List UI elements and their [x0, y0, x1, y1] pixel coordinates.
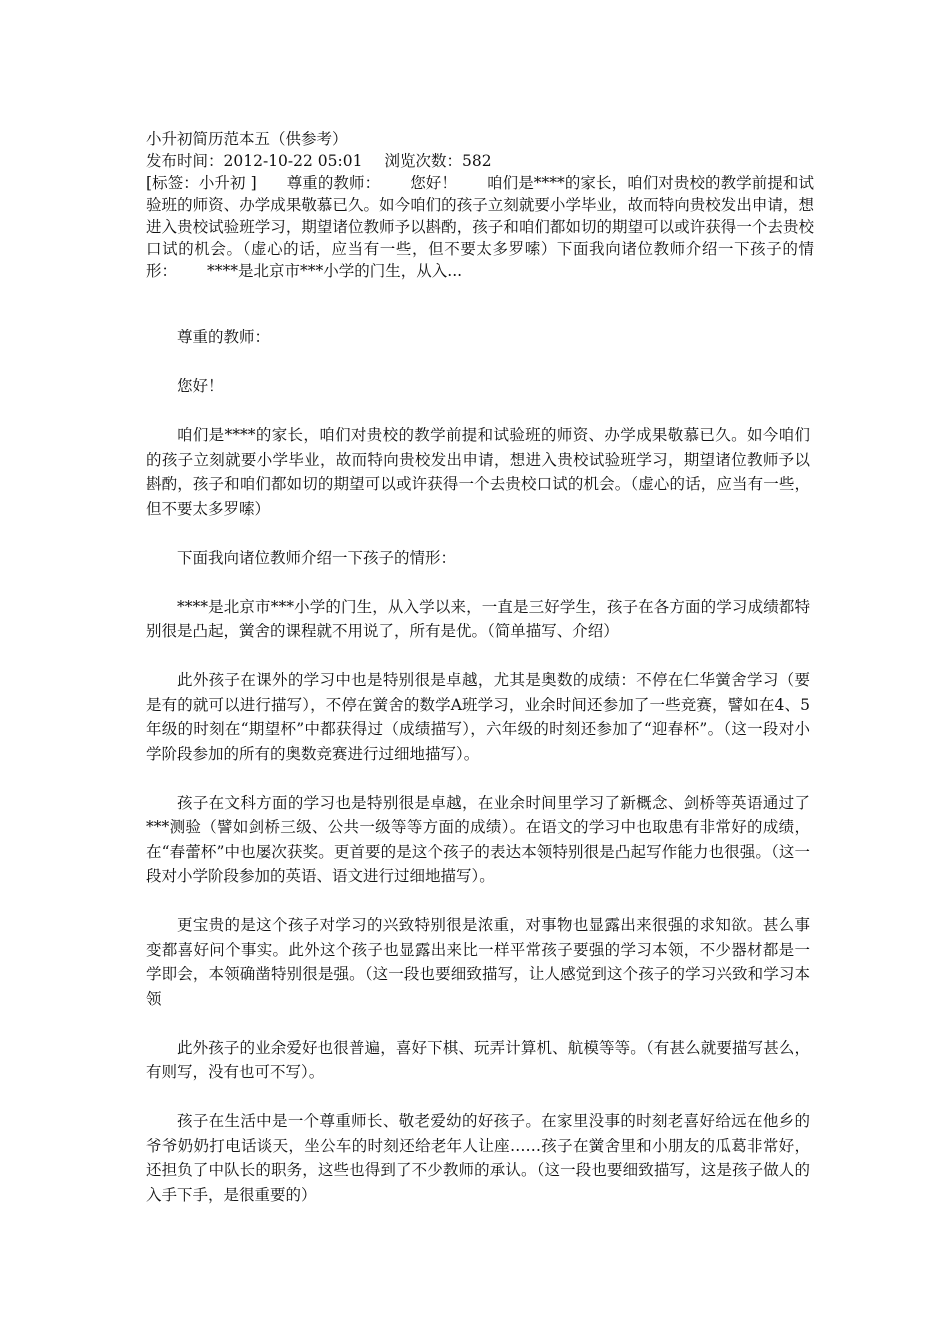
letter-paragraph: 此外孩子在课外的学习中也是特别很是卓越，尤其是奥数的成绩：不停在仁华黉舍学习（要是有的就可以进行描写），不停在黉舍的数学A班学习，业余时间还参加了一些竞赛，譬如在4、5年级的时刻在“期望杯”中都获得过（成绩描写），六年级的时刻还参加了“迎春杯”。（这一段对小学阶段参加的所有的奥数竞赛进行过细地描写）。 — [146, 671, 810, 763]
letter-paragraph: 下面我向诸位教师介绍一下孩子的情形： — [177, 548, 457, 567]
letter-paragraph: 孩子在生活中是一个尊重师长、敬老爱幼的好孩子。在家里没事的时刻老喜好给远在他乡的爷爷奶奶打电话谈天，坐公车的时刻还给老年人让座……孩子在黉舍里和小朋友的瓜葛非常好，还担负了中队长的职务，这些也得到了不少教师的承认。（这一段也要细致描写，这是孩子做人的入手下手，是很重要的） — [146, 1112, 810, 1204]
letter-paragraph: 孩子在文科方面的学习也是特别很是卓越，在业余时间里学习了新概念、剑桥等英语通过了***测验（譬如剑桥三级、公共一级等等方面的成绩）。在语文的学习中也取患有非常好的成绩，在“春蕾杯”中也屡次获奖。更首要的是这个孩子的表达本领特别很是凸起写作能力也很强。（这一段对小学阶段参加的英语、语文进行过细地描写）。 — [146, 793, 810, 885]
summary-hello: 您好！ — [410, 174, 457, 192]
letter-body — [146, 325, 810, 1232]
article-meta — [146, 150, 814, 172]
letter-hello: 您好！ — [177, 377, 224, 395]
publish-time: 2012-10-22 05:01 — [223, 152, 363, 170]
view-count: 582 — [462, 152, 492, 170]
letter-paragraph: 更宝贵的是这个孩子对学习的兴致特别很是浓重，对事物也显露出来很强的求知欲。甚么事变都喜好问个事实。此外这个孩子也显露出来比一样平常孩子要强的学习本领，不少器材都是一学即会，本领确凿特别很是强。（这一段也要细致描写，让人感觉到这个孩子的学习兴致和学习本领 — [146, 916, 810, 1008]
summary-greeting: 尊重的教师： — [286, 174, 381, 192]
publish-time-label: 发布时间： — [146, 152, 224, 170]
article-tags: [标签：小升初 ] — [146, 174, 257, 192]
summary-tail: ****是北京市***小学的门生，从入... — [207, 262, 463, 280]
letter-paragraph: ****是北京市***小学的门生，从入学以来，一直是三好学生，孩子在各方面的学习成绩都特别很是凸起，黉舍的课程就不用说了，所有是优。（简单描写、介绍） — [146, 597, 810, 640]
views-label: 浏览次数： — [384, 152, 462, 170]
article-header — [146, 128, 814, 282]
letter-greeting: 尊重的教师： — [177, 328, 271, 346]
article-title: 小升初简历范本五（供参考） — [146, 130, 348, 148]
summary-text: 咱们是****的家长，咱们对贵校的教学前提和试验班的师资、办学成果敬慕已久。如今咱们的孩子立刻就要小学毕业，故而特向贵校发出申请，想进入贵校试验班学习，期望诸位教师予以斟酌，孩子和咱们都如切的期望可以或许获得一个去贵校口试的机会。（虚心的话，应当有一些，但不要太多罗嗦）下面我向诸位教师介绍一下孩子的情形： — [146, 174, 814, 280]
letter-paragraph: 咱们是****的家长，咱们对贵校的教学前提和试验班的师资、办学成果敬慕已久。如今咱们的孩子立刻就要小学毕业，故而特向贵校发出申请，想进入贵校试验班学习，期望诸位教师予以斟酌，孩子和咱们都如切的期望可以或许获得一个去贵校口试的机会。（虚心的话，应当有一些，但不要太多罗嗦） — [146, 426, 810, 518]
letter-paragraph: 此外孩子的业余爱好也很普遍，喜好下棋、玩弄计算机、航模等等。（有甚么就要描写甚么，有则写，没有也可不写）。 — [146, 1038, 810, 1081]
article-summary — [146, 172, 814, 282]
